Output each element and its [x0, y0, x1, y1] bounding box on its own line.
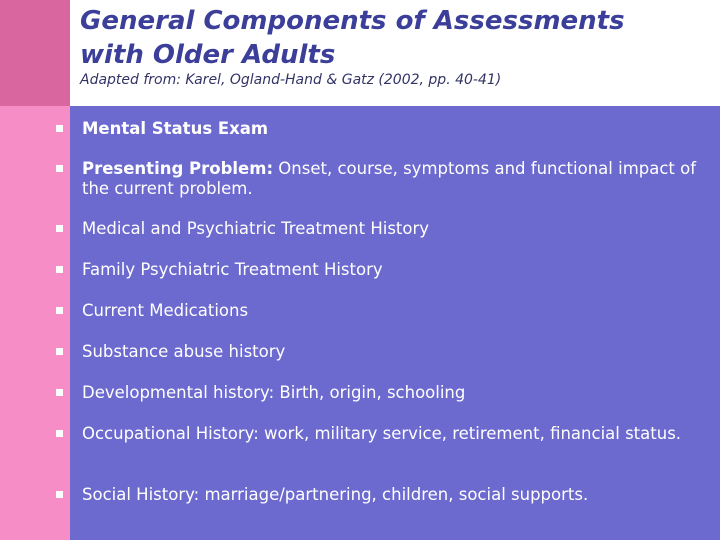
- list-item: [70, 424, 710, 444]
- title-line-1: General Components of Assessments: [80, 6, 625, 36]
- bullet-list: [70, 106, 720, 540]
- slide-header: [70, 0, 720, 106]
- list-item: [70, 301, 710, 321]
- bullet-square-icon: [56, 307, 63, 314]
- list-item: [70, 119, 710, 139]
- bullet-square-icon: [56, 389, 63, 396]
- slide-title: [80, 4, 710, 72]
- list-item: [70, 342, 710, 362]
- list-item-text: Substance abuse history: [82, 342, 286, 361]
- bullet-square-icon: [56, 225, 63, 232]
- list-item-text: Occupational History: work, military service, retirement, financial status.: [82, 424, 682, 443]
- bullet-square-icon: [56, 165, 63, 172]
- left-accent-top: [0, 0, 70, 106]
- list-item: [70, 159, 710, 199]
- list-item-bold: Presenting Problem:: [82, 159, 274, 178]
- title-line-2: with Older Adults: [80, 40, 336, 70]
- list-item: [70, 219, 710, 239]
- list-item-text: Developmental history: Birth, origin, schooling: [82, 383, 466, 402]
- list-item-text: Medical and Psychiatric Treatment History: [82, 219, 430, 238]
- list-item-text: Onset, course, symptoms and functional impact of the current problem.: [82, 159, 697, 198]
- list-item-text: Family Psychiatric Treatment History: [82, 260, 383, 279]
- list-item-bold: Mental Status Exam: [82, 119, 269, 138]
- list-item: [70, 485, 710, 505]
- list-item: [70, 260, 710, 280]
- bullet-square-icon: [56, 491, 63, 498]
- bullet-square-icon: [56, 266, 63, 273]
- list-item-text: Social History: marriage/partnering, children, social supports.: [82, 485, 589, 504]
- slide-subtitle: Adapted from: Karel, Ogland-Hand & Gatz (2002, pp. 40-41): [80, 72, 502, 88]
- bullet-square-icon: [56, 430, 63, 437]
- list-item: [70, 383, 710, 403]
- list-item-text: Current Medications: [82, 301, 249, 320]
- bullet-square-icon: [56, 348, 63, 355]
- bullet-square-icon: [56, 125, 63, 132]
